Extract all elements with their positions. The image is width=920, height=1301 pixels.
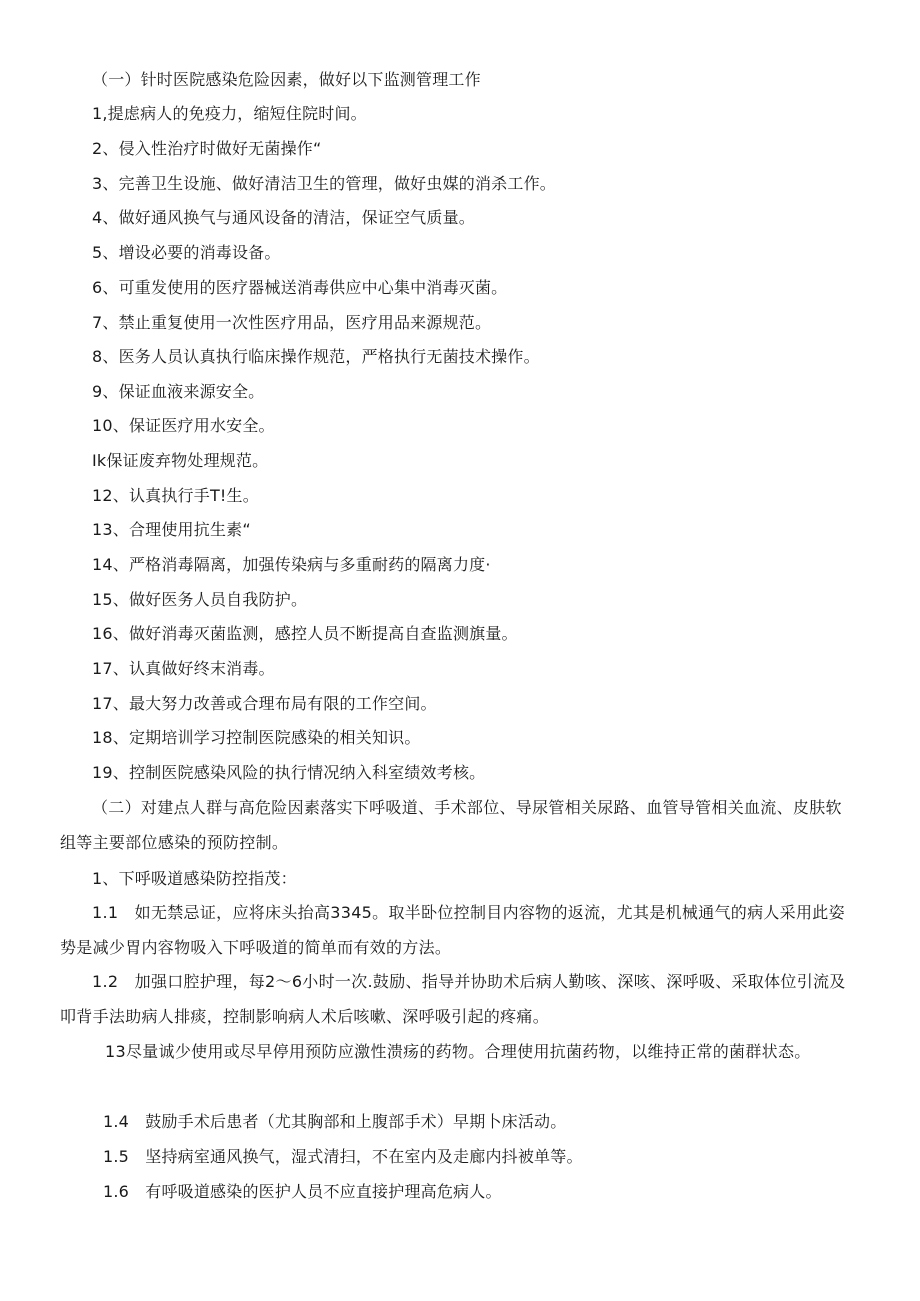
section2-heading: （二）对建点人群与高危险因素落实下呼吸道、手术部位、导尿管相关尿路、血管导管相关血流、皮肤软组等主要部位感染的预防控制。 (60, 798, 842, 852)
list-item: 15、做好医务人员自我防护。 (92, 590, 308, 609)
subsection-heading: 1、下呼吸道感染防控指茂： (92, 869, 297, 888)
paragraph-1-6: 1.6 有呼吸道感染的医护人员不应直接护理高危病人。 (103, 1182, 502, 1201)
list-item: 9、保证血液来源安全。 (92, 382, 265, 401)
list-item: 16、做好消毒灭菌监测，感控人员不断提高自查监测旗量。 (92, 624, 518, 643)
list-item: 6、可重发使用的医疗器械送消毒供应中心集中消毒灭菌。 (92, 278, 508, 297)
list-item: 14、严格消毒隔离，加强传染病与多重耐药的隔离力度· (92, 555, 491, 574)
list-item: 1,提虑病人的免疫力，缩短住院时间。 (92, 104, 367, 123)
list-item: 4、做好通风换气与通风设备的清洁，保证空气质量。 (92, 208, 475, 227)
list-item: 5、增设必要的消毒设备。 (92, 243, 281, 262)
list-item: 3、完善卫生设施、做好清洁卫生的管理，做好虫媒的消杀工作。 (92, 174, 556, 193)
list-item: 7、禁止重复使用一次性医疗用品，医疗用品来源规范。 (92, 313, 492, 332)
list-item: 2、侵入性治疗时做好无菌操作“ (92, 139, 322, 158)
paragraph-1-4: 1.4 鼓励手术后患者（尤其胸部和上腹部手术）早期卜床活动。 (103, 1112, 567, 1131)
list-item: 13、合理使用抗生素“ (92, 520, 251, 539)
list-item: 12、认真执行手T!生。 (92, 486, 259, 505)
list-item: 8、医务人员认真执行临床操作规范，严格执行无菌技术操作。 (92, 347, 540, 366)
list-item: 17、认真做好终末消毒。 (92, 659, 275, 678)
list-item: 10、保证医疗用水安全。 (92, 416, 275, 435)
paragraph-1-5: 1.5 坚持病室通风换气，湿式清扫，不在室内及走廊内抖被单等。 (103, 1147, 583, 1166)
paragraph-1-1: 1.1 如无禁忌证，应将床头抬高3345。取半卧位控制目内容物的返流，尤其是机械通气的病人采用此姿势是减少胃内容物吸入下呼吸道的简单而有效的方法。 (60, 903, 845, 957)
section1-heading: （一）针时医院感染危险因素，做好以下监测管理工作 (92, 70, 481, 89)
list-item: Ik保证废弃物处理规范。 (92, 451, 269, 470)
paragraph-1-3: 13尽量诚少使用或尽早停用预防应激性溃疡的药物。合理使用抗菌药物，以维持正常的菌群状态。 (105, 1042, 811, 1061)
list-item: 17、最大努力改善或合理布局有限的工作空间。 (92, 694, 437, 713)
list-item: 19、控制医院感染风险的执行情况纳入科室绩效考核。 (92, 763, 486, 782)
paragraph-1-2: 1.2 加强口腔护理，每2～6小时一次.鼓励、指导并协助术后病人勤咳、深咳、深呼吸、采取体位引流及叩背手法助病人排痰，控制影响病人术后咳嗽、深呼吸引起的疼痛。 (60, 972, 846, 1026)
list-item: 18、定期培训学习控制医院感染的相关知识。 (92, 728, 421, 747)
